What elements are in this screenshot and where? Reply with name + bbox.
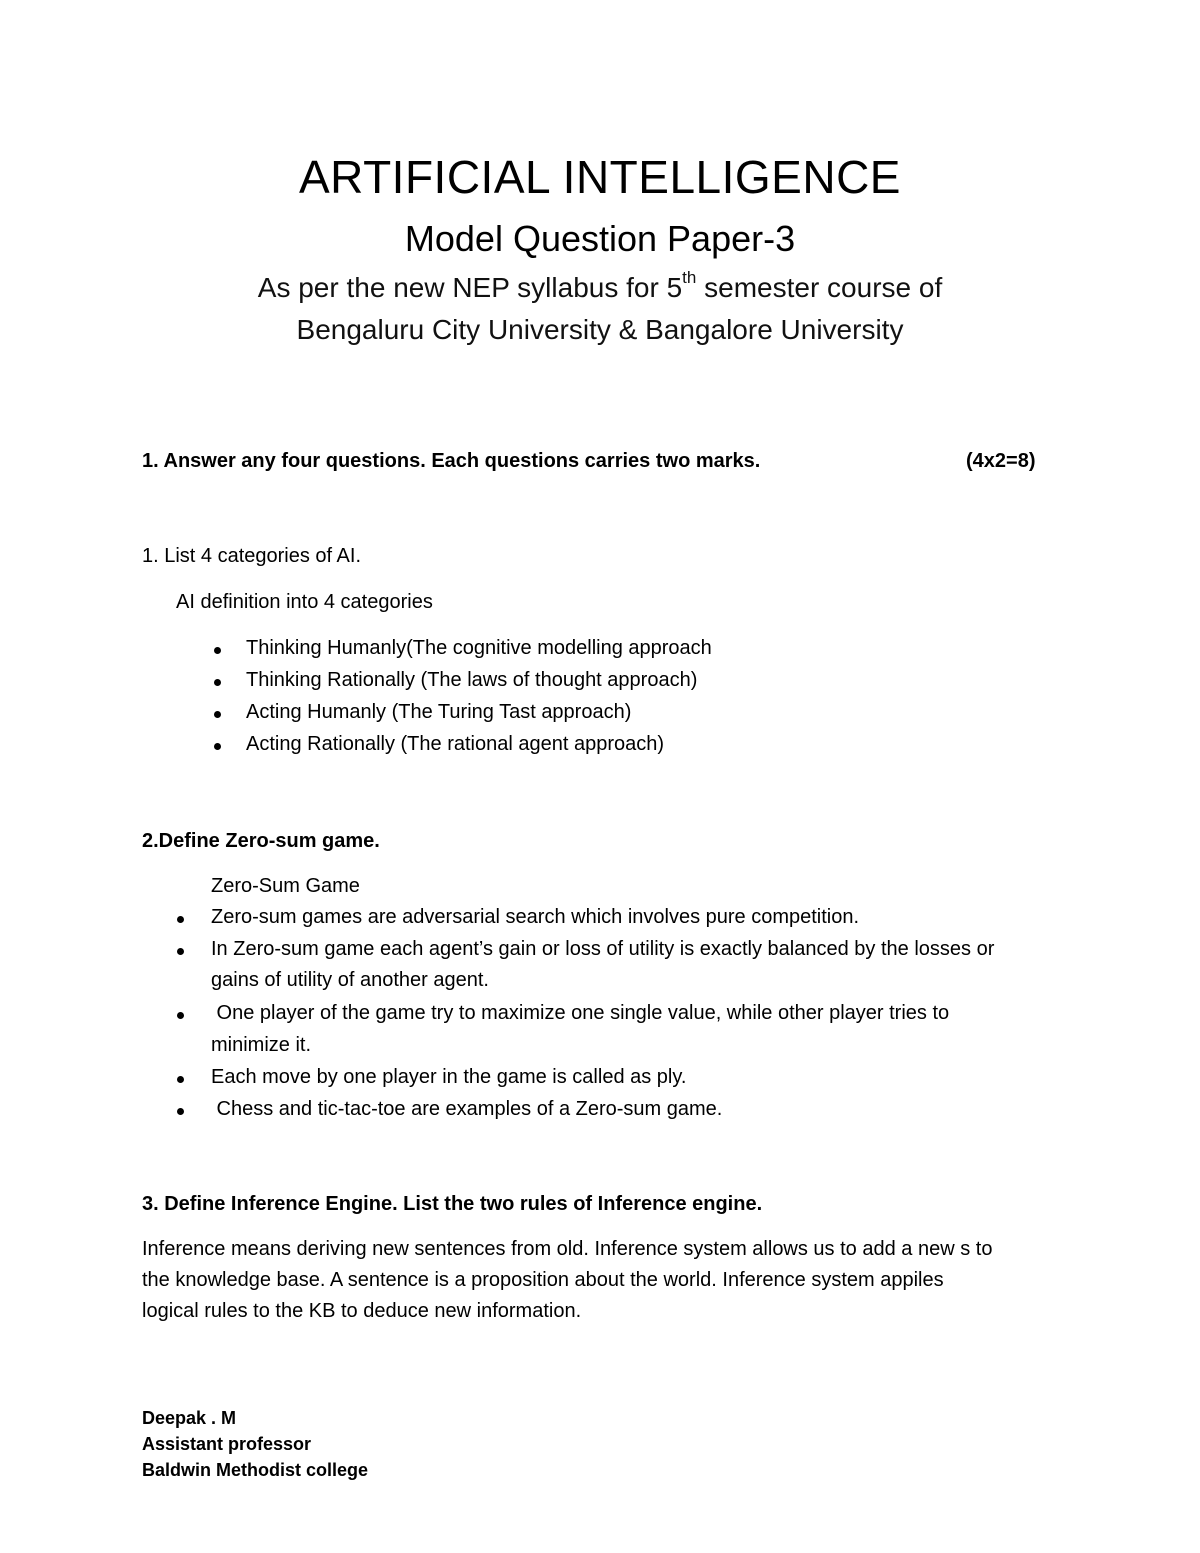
syllabus-line-post: semester course of (696, 272, 943, 303)
q1-bullet-1: Thinking Humanly(The cognitive modelling approach (246, 637, 712, 659)
question-1-intro: AI definition into 4 categories (176, 591, 433, 613)
q2-bullet-3: One player of the game try to maximize one single value, while other player tries to (211, 1002, 950, 1024)
bullet-dot (177, 1012, 184, 1019)
q3-paragraph-line-2: the knowledge base. A sentence is a proposition about the world. Inference system appiles (142, 1269, 944, 1291)
document-subtitle: Model Question Paper-3 (404, 218, 796, 259)
question-2: 2.Define Zero-sum game. (142, 830, 380, 852)
section-heading: 1. Answer any four questions. Each questions carries two marks. (142, 450, 761, 472)
bullet-dot (177, 916, 184, 923)
q2-bullet-4: Each move by one player in the game is called as ply. (211, 1066, 687, 1088)
q1-bullet-3: Acting Humanly (The Turing Tast approach) (246, 701, 632, 723)
bullet-dot (177, 948, 184, 955)
bullet-dot (214, 743, 221, 750)
q3-paragraph-line-3: logical rules to the KB to deduce new information. (142, 1300, 582, 1322)
q2-bullet-2-cont: gains of utility of another agent. (211, 969, 489, 991)
section-marks: (4x2=8) (966, 450, 1036, 472)
question-3: 3. Define Inference Engine. List the two rules of Inference engine. (142, 1193, 763, 1215)
q2-bullet-1: Zero-sum games are adversarial search which involves pure competition. (211, 906, 860, 928)
syllabus-line-sup: th (682, 268, 697, 287)
author-college: Baldwin Methodist college (142, 1460, 369, 1480)
bullet-dot (177, 1076, 184, 1083)
question-1: 1. List 4 categories of AI. (142, 545, 362, 567)
q1-bullet-2: Thinking Rationally (The laws of thought approach) (246, 669, 698, 691)
document-title: ARTIFICIAL INTELLIGENCE (299, 151, 901, 203)
bullet-dot (214, 711, 221, 718)
q2-bullet-3-cont: minimize it. (211, 1034, 312, 1056)
university-line: Bengaluru City University & Bangalore University (296, 314, 904, 345)
syllabus-line-pre: As per the new NEP syllabus for 5 (257, 272, 683, 303)
syllabus-line (0, 268, 1200, 304)
question-2-intro: Zero-Sum Game (211, 875, 360, 897)
author-name: Deepak . M (142, 1408, 237, 1428)
bullet-dot (214, 647, 221, 654)
bullet-dot (177, 1108, 184, 1115)
q3-paragraph-line-1: Inference means deriving new sentences from old. Inference system allows us to add a new s to (142, 1238, 993, 1260)
q2-bullet-5: Chess and tic-tac-toe are examples of a Zero-sum game. (211, 1098, 723, 1120)
q2-bullet-2: In Zero-sum game each agent’s gain or loss of utility is exactly balanced by the losses or (211, 938, 995, 960)
bullet-dot (214, 679, 221, 686)
author-role: Assistant professor (142, 1434, 312, 1454)
q1-bullet-4: Acting Rationally (The rational agent approach) (246, 733, 665, 755)
